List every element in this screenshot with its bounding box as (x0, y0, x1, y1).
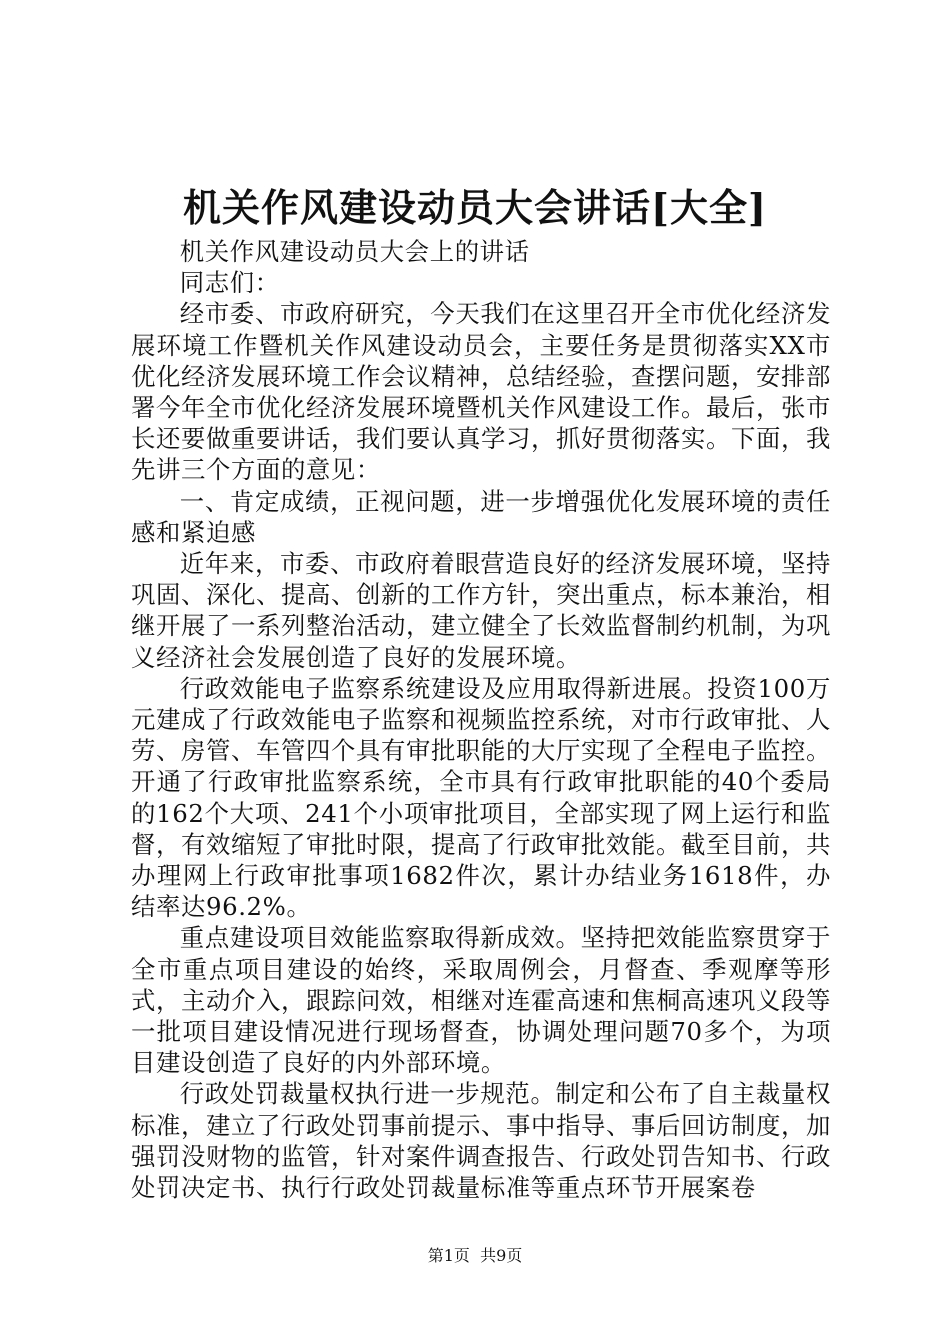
document-body (131, 236, 831, 1203)
subtitle-paragraph: 机关作风建设动员大会上的讲话 (179, 237, 530, 266)
document-title: 机关作风建设动员大会讲话[大全] (183, 185, 767, 230)
body-paragraph: 近年来，市委、市政府着眼营造良好的经济发展环境，坚持巩固、深化、提高、创新的工作方针，突出重点，标本兼治，相继开展了一系列整治活动，建立健全了长效监督制约机制，为巩义经济社会发展创造了良好的发展环境。 (131, 549, 831, 672)
body-paragraph: 重点建设项目效能监察取得新成效。坚持把效能监察贯穿于全市重点项目建设的始终，采取周例会，月督查、季观摩等形式，主动介入，跟踪问效，相继对连霍高速和焦桐高速巩义段等一批项目建设情况进行现场督查，协调处理问题70多个，为项目建设创造了良好的内外部环境。 (131, 923, 831, 1078)
page-footer (0, 1244, 950, 1268)
body-paragraph: 经市委、市政府研究，今天我们在这里召开全市优化经济发展环境工作暨机关作风建设动员会，主要任务是贯彻落实XX市优化经济发展环境工作会议精神，总结经验，查摆问题，安排部署今年全市优化经济发展环境暨机关作风建设工作。最后，张市长还要做重要讲话，我们要认真学习，抓好贯彻落实。下面，我先讲三个方面的意见： (131, 299, 831, 485)
section-heading: 一、肯定成绩，正视问题，进一步增强优化发展环境的责任感和紧迫感 (131, 486, 831, 547)
salutation-paragraph: 同志们： (179, 268, 280, 298)
body-paragraph: 行政处罚裁量权执行进一步规范。制定和公布了自主裁量权标准，建立了行政处罚事前提示、事中指导、事后回访制度，加强罚没财物的监管，针对案件调查报告、行政处罚告知书、行政处罚决定书、执行行政处罚裁量标准等重点环节开展案卷 (131, 1079, 831, 1203)
page-number: 第1页 共9页 (427, 1246, 523, 1265)
body-paragraph: 行政效能电子监察系统建设及应用取得新进展。投资100万元建成了行政效能电子监察和视频监控系统，对市行政审批、人劳、房管、车管四个具有审批职能的大厅实现了全程电子监控。开通了行政审批监察系统，全市具有行政审批职能的40个委局的162个大项、241个小项审批项目，全部实现了网上运行和监督，有效缩短了审批时限，提高了行政审批效能。截至目前，共办理网上行政审批事项1682件次，累计办结业务1618件，办结率达96.2%。 (131, 673, 831, 922)
